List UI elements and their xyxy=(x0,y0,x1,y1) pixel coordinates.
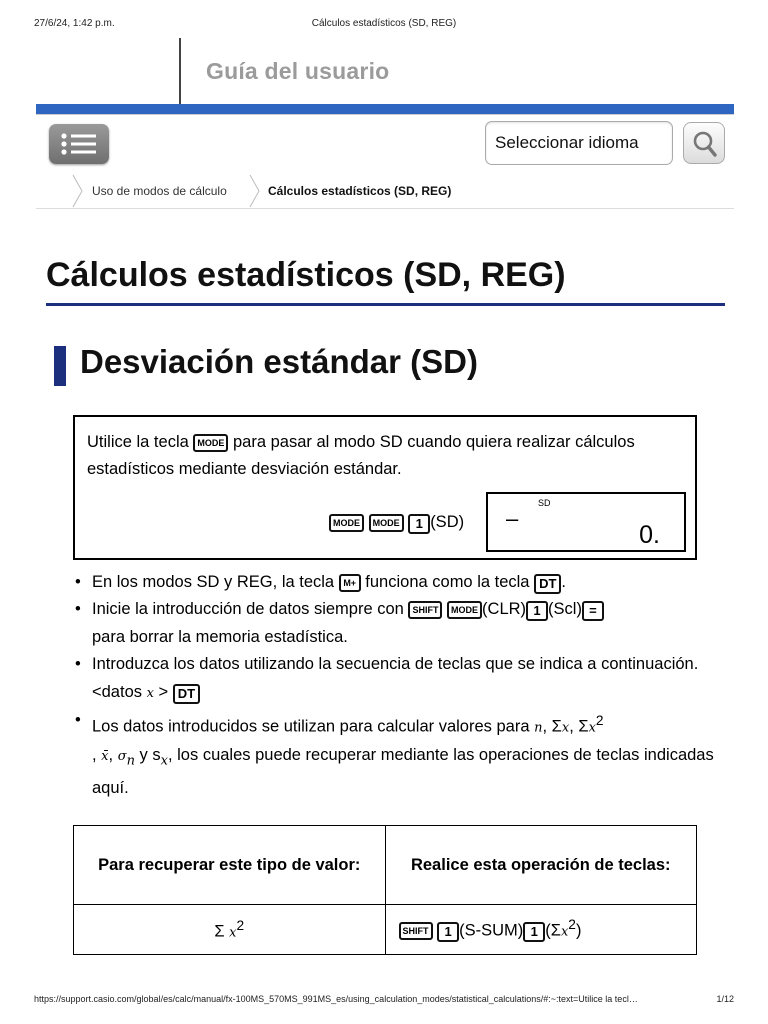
mode-key: MODE xyxy=(447,601,482,619)
table-header-keys: Realice esta operación de teclas: xyxy=(385,826,697,905)
accent-bar xyxy=(36,104,734,114)
breadcrumb-link-modes[interactable]: Uso de modos de cálculo xyxy=(92,184,227,198)
bullet-list xyxy=(74,569,714,802)
page-number: 1/12 xyxy=(716,994,734,1004)
key-label: (Σ xyxy=(545,921,561,940)
equals-key: = xyxy=(582,601,604,621)
bullet-text: Inicie la introducción de datos siempre con xyxy=(92,600,404,619)
section-title: Desviación estándar (SD) xyxy=(80,343,478,380)
bullet-text: En los modos SD y REG, la tecla xyxy=(92,573,335,591)
bullet-text: (Scl) xyxy=(548,600,582,619)
key-1: 1 xyxy=(523,922,545,942)
shift-key: SHIFT xyxy=(399,922,433,940)
print-footer xyxy=(34,994,734,1008)
sigma-symbol: Σ xyxy=(551,717,562,736)
list-item: • Los datos introducidos se utilizan para calcular valores para n, Σx, $\Sigma x^2$ , x̄, $\sigma_n$ y $s_x$, los cuales puede recuperar mediante las operaciones de teclas indicadas aquí. xyxy=(74,707,714,802)
exponent-2: 2 xyxy=(568,916,576,932)
subscript-x: x xyxy=(160,753,168,769)
table-row xyxy=(74,905,697,955)
exponent-2: 2 xyxy=(595,713,604,729)
display-value: 0. xyxy=(639,521,660,549)
breadcrumb-current: Cálculos estadísticos (SD, REG) xyxy=(268,184,452,198)
print-url: https://support.casio.com/global/es/calc/manual/fx-100MS_570MS_991MS_es/using_calculation_modes/statistical_calculations/#:~:text=Utilice la tecl… xyxy=(34,994,638,1004)
breadcrumb xyxy=(36,174,734,209)
intro-text xyxy=(87,429,687,483)
m-plus-key: M+ xyxy=(339,574,361,592)
print-title: Cálculos estadísticos (SD, REG) xyxy=(311,18,457,29)
display-indicator: SD xyxy=(538,498,551,508)
variable-sigma: σ xyxy=(117,748,127,764)
menu-button[interactable] xyxy=(49,124,109,164)
table-header-row xyxy=(74,826,697,905)
dt-key: DT xyxy=(534,574,561,594)
display-dash: – xyxy=(506,506,519,531)
brand-divider xyxy=(179,38,181,104)
subscript-n: n xyxy=(126,753,135,769)
variable-x: x xyxy=(561,720,570,736)
list-menu-icon xyxy=(59,132,99,156)
mode-key: MODE xyxy=(329,514,364,532)
print-date: 27/6/24, 1:42 p.m. xyxy=(34,18,115,29)
bullet-text: para borrar la memoria estadística. xyxy=(92,627,348,646)
variable-x: x xyxy=(146,685,154,701)
magnifier-icon xyxy=(692,130,718,158)
key-1: 1 xyxy=(408,514,430,534)
dt-key: DT xyxy=(173,684,200,704)
bullet-text: <datos xyxy=(92,682,142,701)
intro-text-part1: Utilice la tecla xyxy=(87,433,189,451)
sigma-symbol: Σ xyxy=(214,922,225,941)
bullet-text: , los cuales puede recuperar mediante las operaciones de teclas indicadas aquí. xyxy=(92,745,714,797)
variable-x: x xyxy=(560,924,569,940)
table-cell-value xyxy=(74,905,386,955)
key-1: 1 xyxy=(526,601,548,621)
section-marker xyxy=(54,346,66,386)
bullet-text: (CLR) xyxy=(482,600,527,619)
intro-text-part2: para pasar al modo SD cuando quiera realizar cálculos estadísticos mediante desviación estándar. xyxy=(87,433,635,478)
sigma-symbol: Σ xyxy=(578,717,589,736)
table-header-value: Para recuperar este tipo de valor: xyxy=(74,826,386,905)
bullet-text: . xyxy=(561,573,567,591)
mode-key: MODE xyxy=(369,514,404,532)
bullet-text: y s xyxy=(139,745,161,764)
list-item xyxy=(74,651,714,707)
recall-table xyxy=(73,825,697,955)
brand-header xyxy=(36,38,734,104)
print-header xyxy=(34,18,734,34)
brand-title: Guía del usuario xyxy=(206,58,390,84)
title-underline xyxy=(46,303,725,306)
table-cell-keys xyxy=(385,905,697,955)
search-button[interactable] xyxy=(683,122,725,164)
bullet-text: Los datos introducidos se utilizan para calcular valores para xyxy=(92,717,530,736)
bullet-text: Introduzca los datos utilizando la secuencia de teclas que se indica a continuación. xyxy=(92,655,699,674)
variable-x: x xyxy=(588,720,596,736)
variable-x: x xyxy=(229,925,237,941)
mode-key: MODE xyxy=(193,434,228,452)
variable-n: n xyxy=(534,720,543,736)
intro-box xyxy=(73,415,697,560)
key-1: 1 xyxy=(437,922,459,942)
shift-key: SHIFT xyxy=(408,601,442,619)
bullet-text: funciona como la tecla xyxy=(365,573,530,591)
language-select[interactable]: Seleccionar idioma xyxy=(485,121,673,165)
key-label: (S-SUM) xyxy=(459,921,524,940)
list-item xyxy=(74,596,714,651)
bullet-text: > xyxy=(158,682,169,701)
calculator-display xyxy=(486,492,686,552)
page-title: Cálculos estadísticos (SD, REG) xyxy=(46,256,566,294)
list-item xyxy=(74,569,714,596)
key-sequence xyxy=(329,511,464,534)
exponent-2: 2 xyxy=(236,917,245,933)
key-label: ) xyxy=(575,921,582,940)
key-sequence-label: (SD) xyxy=(430,513,465,531)
variable-x-bar: x̄ xyxy=(101,748,109,764)
chevron-right-icon xyxy=(72,174,84,208)
chevron-right-icon xyxy=(249,174,261,208)
divider xyxy=(36,114,734,115)
